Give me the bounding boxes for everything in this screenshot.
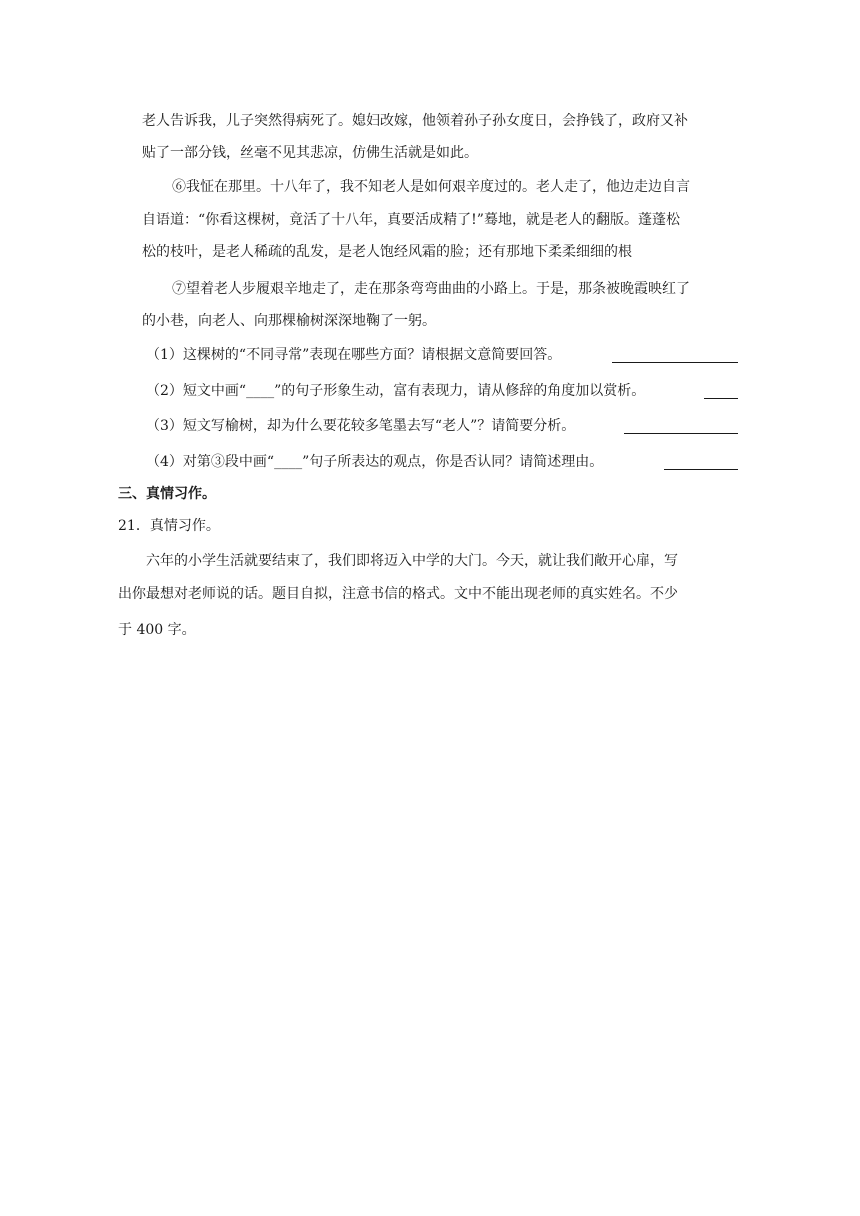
answer-blank-4[interactable]	[664, 469, 738, 470]
passage-p7-line1: ⑦望着老人步履艰辛地走了，走在那条弯弯曲曲的小路上。于是，那条被晚霞映红了	[172, 281, 690, 297]
passage-p5-line2: 贴了一部分钱，丝毫不见其悲凉，仿佛生活就是如此。	[142, 145, 478, 161]
writing-prompt-line3: 于 400 字。	[118, 622, 196, 638]
question-4: （4）对第③段中画“____”句子所表达的观点，你是否认同？请简述理由。	[146, 454, 604, 470]
question-2: （2）短文中画“____”的句子形象生动，富有表现力，请从修辞的角度加以赏析。	[146, 383, 646, 399]
section-heading: 三、真情习作。	[118, 486, 216, 502]
question-3: （3）短文写榆树，却为什么要花较多笔墨去写“老人”？请简要分析。	[146, 418, 576, 434]
writing-prompt-line1: 六年的小学生活就要结束了，我们即将迈入中学的大门。今天，就让我们敞开心扉，写	[146, 553, 678, 569]
passage-p7-line2: 的小巷，向老人、向那棵榆树深深地鞠了一躬。	[142, 313, 436, 329]
writing-prompt-line2: 出你最想对老师说的话。题目自拟，注意书信的格式。文中不能出现老师的真实姓名。不少	[118, 586, 678, 602]
passage-p5-line1: 老人告诉我，儿子突然得病死了。媳妇改嫁，他领着孙子孙女度日，会挣钱了，政府又补	[142, 113, 688, 129]
passage-p6-line1: ⑥我怔在那里。十八年了，我不知老人是如何艰辛度过的。老人走了，他边走边自言	[172, 179, 690, 195]
answer-blank-1[interactable]	[612, 362, 738, 363]
passage-p6-line2: 自语道：“你看这棵树，竟活了十八年，真要活成精了!”蓦地，就是老人的翻版。蓬蓬松	[142, 212, 680, 228]
answer-blank-2[interactable]	[704, 398, 738, 399]
answer-blank-3[interactable]	[624, 433, 738, 434]
question-1: （1）这棵树的“不同寻常”表现在哪些方面？请根据文意简要回答。	[146, 347, 562, 363]
question-21-label: 21．真情习作。	[118, 518, 220, 534]
passage-p6-line3: 松的枝叶，是老人稀疏的乱发，是老人饱经风霜的脸；还有那地下柔柔细细的根	[142, 244, 632, 260]
